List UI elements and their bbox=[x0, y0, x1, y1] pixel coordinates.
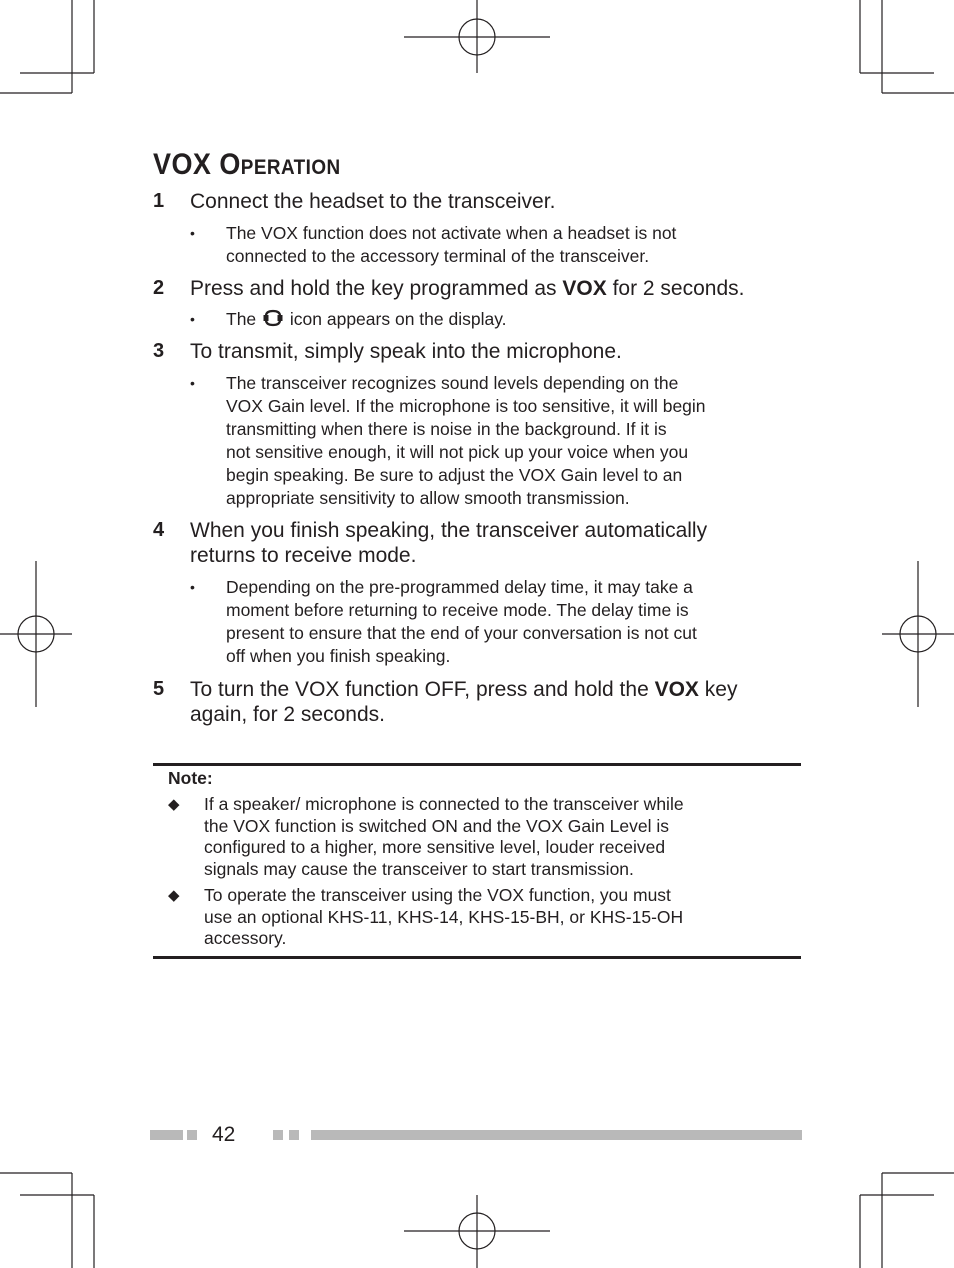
note-box bbox=[153, 763, 801, 959]
bullet-dot: • bbox=[190, 225, 195, 241]
step-number: 3 bbox=[153, 340, 165, 362]
diamond-bullet-icon: ◆ bbox=[168, 887, 180, 904]
footer-bar-left-small bbox=[187, 1130, 197, 1140]
step-text: Press and hold the key programmed as VOX for 2 seconds. bbox=[190, 277, 745, 300]
bullet-dot: • bbox=[190, 311, 195, 327]
footer-bar-right bbox=[311, 1130, 802, 1140]
step-number: 1 bbox=[153, 190, 165, 212]
note-text: To operate the transceiver using the VOX function, you must use an optional KHS-11, KHS-14, KHS-15-BH, or KHS-15-OH accessory. bbox=[204, 885, 684, 948]
note-label: Note: bbox=[168, 768, 213, 788]
step-text: When you finish speaking, the transceiver automatically returns to receive mode. bbox=[190, 519, 708, 567]
bullet-text: The transceiver recognizes sound levels depending on the VOX Gain level. If the microphone is too sensitive, it will begin transmitting when there is noise in the background. If it is not sensitive enough, it will not pick up your voice when you begin speaking. Be sure to adjust the VOX Gain level to an appropriate sensitivity to allow smooth transmission. bbox=[226, 373, 706, 508]
footer-bar-dot-1 bbox=[273, 1130, 283, 1140]
bullet-text: The icon appears on the display. bbox=[226, 308, 800, 333]
vox-display-icon bbox=[263, 309, 283, 333]
step-text: To turn the VOX function OFF, press and hold the VOX key again, for 2 seconds. bbox=[190, 678, 738, 726]
note-text: If a speaker/ microphone is connected to the transceiver while the VOX function is switched ON and the VOX Gain Level is configured to a higher, more sensitive level, louder received signals may cause the transceiver to start transmission. bbox=[204, 794, 684, 879]
step-number: 5 bbox=[153, 678, 165, 700]
step-number: 4 bbox=[153, 519, 165, 541]
step-number: 2 bbox=[153, 277, 165, 299]
bullet-text: The VOX function does not activate when a headset is not connected to the accessory terminal of the transceiver. bbox=[226, 223, 677, 266]
bullet-dot: • bbox=[190, 579, 195, 595]
diamond-bullet-icon: ◆ bbox=[168, 796, 180, 813]
bullet-text: Depending on the pre-programmed delay time, it may take a moment before returning to receive mode. The delay time is present to ensure that the end of your conversation is not cut off when you finish speaking. bbox=[226, 577, 697, 666]
page-number: 42 bbox=[212, 1123, 236, 1146]
bullet-dot: • bbox=[190, 375, 195, 391]
step-text: Connect the headset to the transceiver. bbox=[190, 190, 556, 213]
section-title: VOX OPERATION bbox=[153, 148, 341, 181]
step-text: To transmit, simply speak into the microphone. bbox=[190, 340, 622, 363]
footer-bar-left bbox=[150, 1130, 183, 1140]
footer-bar-dot-2 bbox=[289, 1130, 299, 1140]
